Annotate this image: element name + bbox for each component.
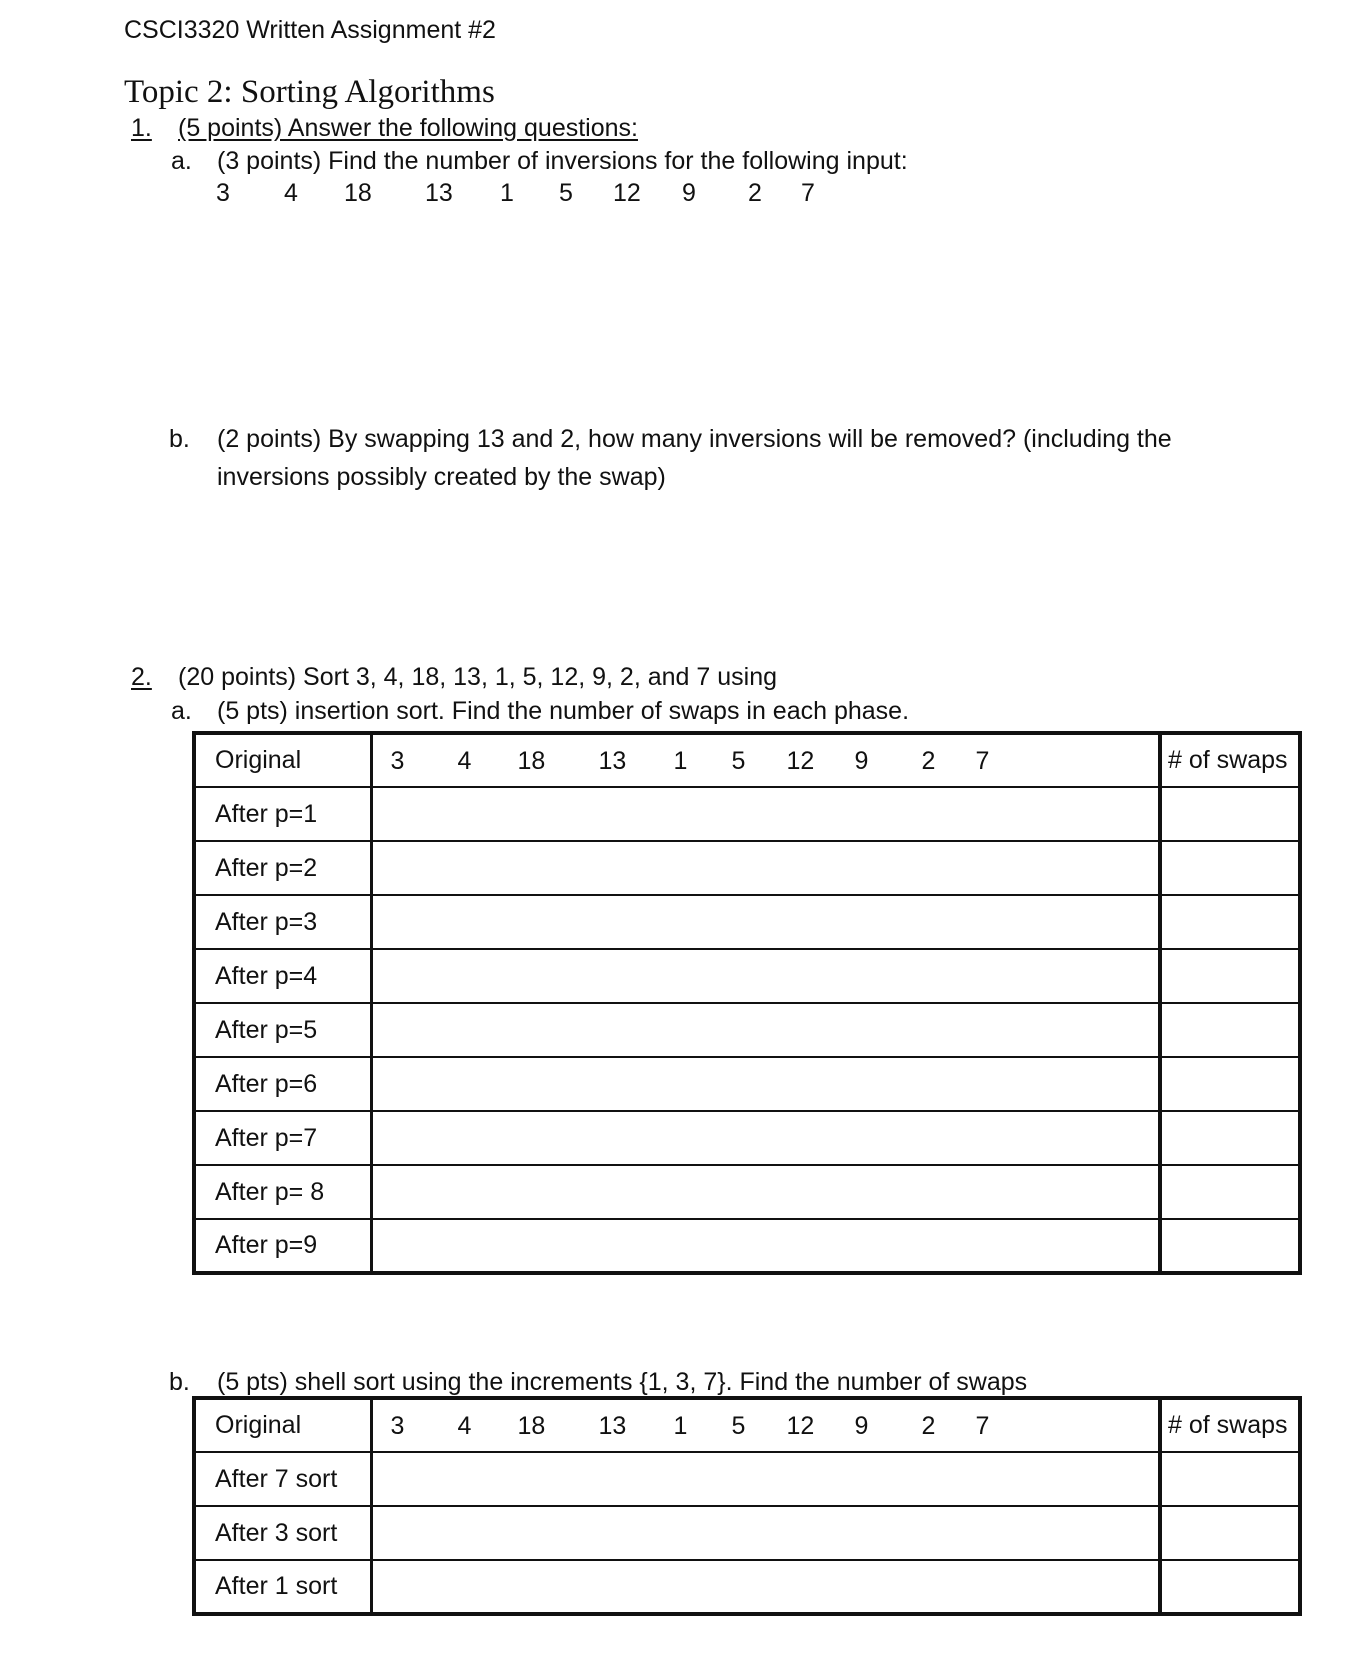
question-1b-text-line-1: (2 points) By swapping 13 and 2, how many inversions will be removed? (including the <box>217 425 1172 453</box>
sequence-number: 13 <box>598 1412 627 1440</box>
inversion-input-sequence <box>0 179 1370 213</box>
sequence-number: 18 <box>517 1412 546 1440</box>
answer-cell[interactable] <box>371 1219 1160 1273</box>
table-row <box>194 1219 1300 1273</box>
sequence-number: 7 <box>975 1412 990 1440</box>
sequence-number: 2 <box>921 747 936 775</box>
table-row <box>194 787 1300 841</box>
sequence-number: 2 <box>921 1412 936 1440</box>
row-label: After p=7 <box>194 1111 371 1165</box>
sequence-number: 2 <box>748 179 762 207</box>
answer-cell[interactable] <box>371 841 1160 895</box>
question-1a-text: (3 points) Find the number of inversions for the following input: <box>217 147 908 175</box>
original-sequence-cell <box>371 1398 1160 1452</box>
question-2a-letter: a. <box>171 697 192 725</box>
swap-count-cell[interactable] <box>1160 1165 1300 1219</box>
sequence-number: 4 <box>457 1412 472 1440</box>
row-label: After p=4 <box>194 949 371 1003</box>
table-row <box>194 1111 1300 1165</box>
sequence-number: 1 <box>500 179 514 207</box>
sequence-number: 7 <box>975 747 990 775</box>
swap-count-cell[interactable] <box>1160 895 1300 949</box>
topic-title: Topic 2: Sorting Algorithms <box>124 74 495 110</box>
swap-count-cell[interactable] <box>1160 1506 1300 1560</box>
insertion-sort-table <box>192 731 1302 1275</box>
row-label: After p= 8 <box>194 1165 371 1219</box>
sequence-number: 3 <box>390 747 405 775</box>
answer-cell[interactable] <box>371 1560 1160 1614</box>
row-label: After p=3 <box>194 895 371 949</box>
original-sequence-cell <box>371 733 1160 787</box>
row-label: After p=1 <box>194 787 371 841</box>
sequence-number: 12 <box>786 1412 815 1440</box>
row-label: After p=6 <box>194 1057 371 1111</box>
row-label: After 7 sort <box>194 1452 371 1506</box>
shell-sort-table <box>192 1396 1302 1616</box>
question-2b-letter: b. <box>169 1368 190 1396</box>
swap-count-cell[interactable] <box>1160 1452 1300 1506</box>
question-2a-text: (5 pts) insertion sort. Find the number of swaps in each phase. <box>217 697 910 725</box>
sequence-number: 9 <box>682 179 696 207</box>
sequence-number: 1 <box>673 1412 688 1440</box>
sequence-number: 5 <box>731 1412 746 1440</box>
row-label: Original <box>194 733 371 787</box>
answer-cell[interactable] <box>371 1111 1160 1165</box>
swap-count-cell[interactable] <box>1160 1111 1300 1165</box>
table-row <box>194 949 1300 1003</box>
sequence-number: 9 <box>854 1412 869 1440</box>
sequence-number: 13 <box>598 747 627 775</box>
answer-cell[interactable] <box>371 1452 1160 1506</box>
row-label: After 1 sort <box>194 1560 371 1614</box>
sequence-number: 13 <box>425 179 453 207</box>
document-header-title: CSCI3320 Written Assignment #2 <box>124 16 496 44</box>
table-row <box>194 841 1300 895</box>
table-row <box>194 1057 1300 1111</box>
question-2-text: (20 points) Sort 3, 4, 18, 13, 1, 5, 12, 9, 2, and 7 using <box>178 663 777 691</box>
sequence-number: 7 <box>801 179 815 207</box>
question-2b-text: (5 pts) shell sort using the increments {1, 3, 7}. Find the number of swaps <box>217 1368 1028 1396</box>
question-2-number: 2. <box>131 663 152 691</box>
answer-cell[interactable] <box>371 895 1160 949</box>
question-1b-text-line-2: inversions possibly created by the swap) <box>217 463 666 491</box>
answer-cell[interactable] <box>371 1057 1160 1111</box>
swaps-column-header: # of swaps <box>1160 733 1300 787</box>
swap-count-cell[interactable] <box>1160 1057 1300 1111</box>
row-label: After p=2 <box>194 841 371 895</box>
table-row <box>194 1003 1300 1057</box>
answer-cell[interactable] <box>371 949 1160 1003</box>
swap-count-cell[interactable] <box>1160 787 1300 841</box>
sequence-number: 5 <box>731 747 746 775</box>
answer-cell[interactable] <box>371 1003 1160 1057</box>
table-row <box>194 1165 1300 1219</box>
question-1-text: (5 points) Answer the following questions: <box>178 114 638 142</box>
sequence-number: 4 <box>457 747 472 775</box>
swap-count-cell[interactable] <box>1160 841 1300 895</box>
swaps-column-header: # of swaps <box>1160 1398 1300 1452</box>
table-row <box>194 1452 1300 1506</box>
question-1b-letter: b. <box>169 425 190 453</box>
sequence-number: 5 <box>559 179 573 207</box>
answer-cell[interactable] <box>371 1506 1160 1560</box>
sequence-number: 18 <box>517 747 546 775</box>
answer-cell[interactable] <box>371 1165 1160 1219</box>
sequence-number: 1 <box>673 747 688 775</box>
row-label: Original <box>194 1398 371 1452</box>
swap-count-cell[interactable] <box>1160 1560 1300 1614</box>
table-row <box>194 1398 1300 1452</box>
row-label: After p=5 <box>194 1003 371 1057</box>
sequence-number: 9 <box>854 747 869 775</box>
question-1-number: 1. <box>131 114 152 142</box>
table-row <box>194 1560 1300 1614</box>
row-label: After 3 sort <box>194 1506 371 1560</box>
sequence-number: 18 <box>344 179 372 207</box>
answer-cell[interactable] <box>371 787 1160 841</box>
sequence-number: 12 <box>786 747 815 775</box>
row-label: After p=9 <box>194 1219 371 1273</box>
table-row <box>194 1506 1300 1560</box>
swap-count-cell[interactable] <box>1160 1003 1300 1057</box>
table-row <box>194 895 1300 949</box>
sequence-number: 12 <box>613 179 641 207</box>
sequence-number: 3 <box>216 179 230 207</box>
sequence-number: 4 <box>284 179 298 207</box>
swap-count-cell[interactable] <box>1160 949 1300 1003</box>
table-row <box>194 733 1300 787</box>
sequence-number: 3 <box>390 1412 405 1440</box>
swap-count-cell[interactable] <box>1160 1219 1300 1273</box>
question-1a-letter: a. <box>171 147 192 175</box>
